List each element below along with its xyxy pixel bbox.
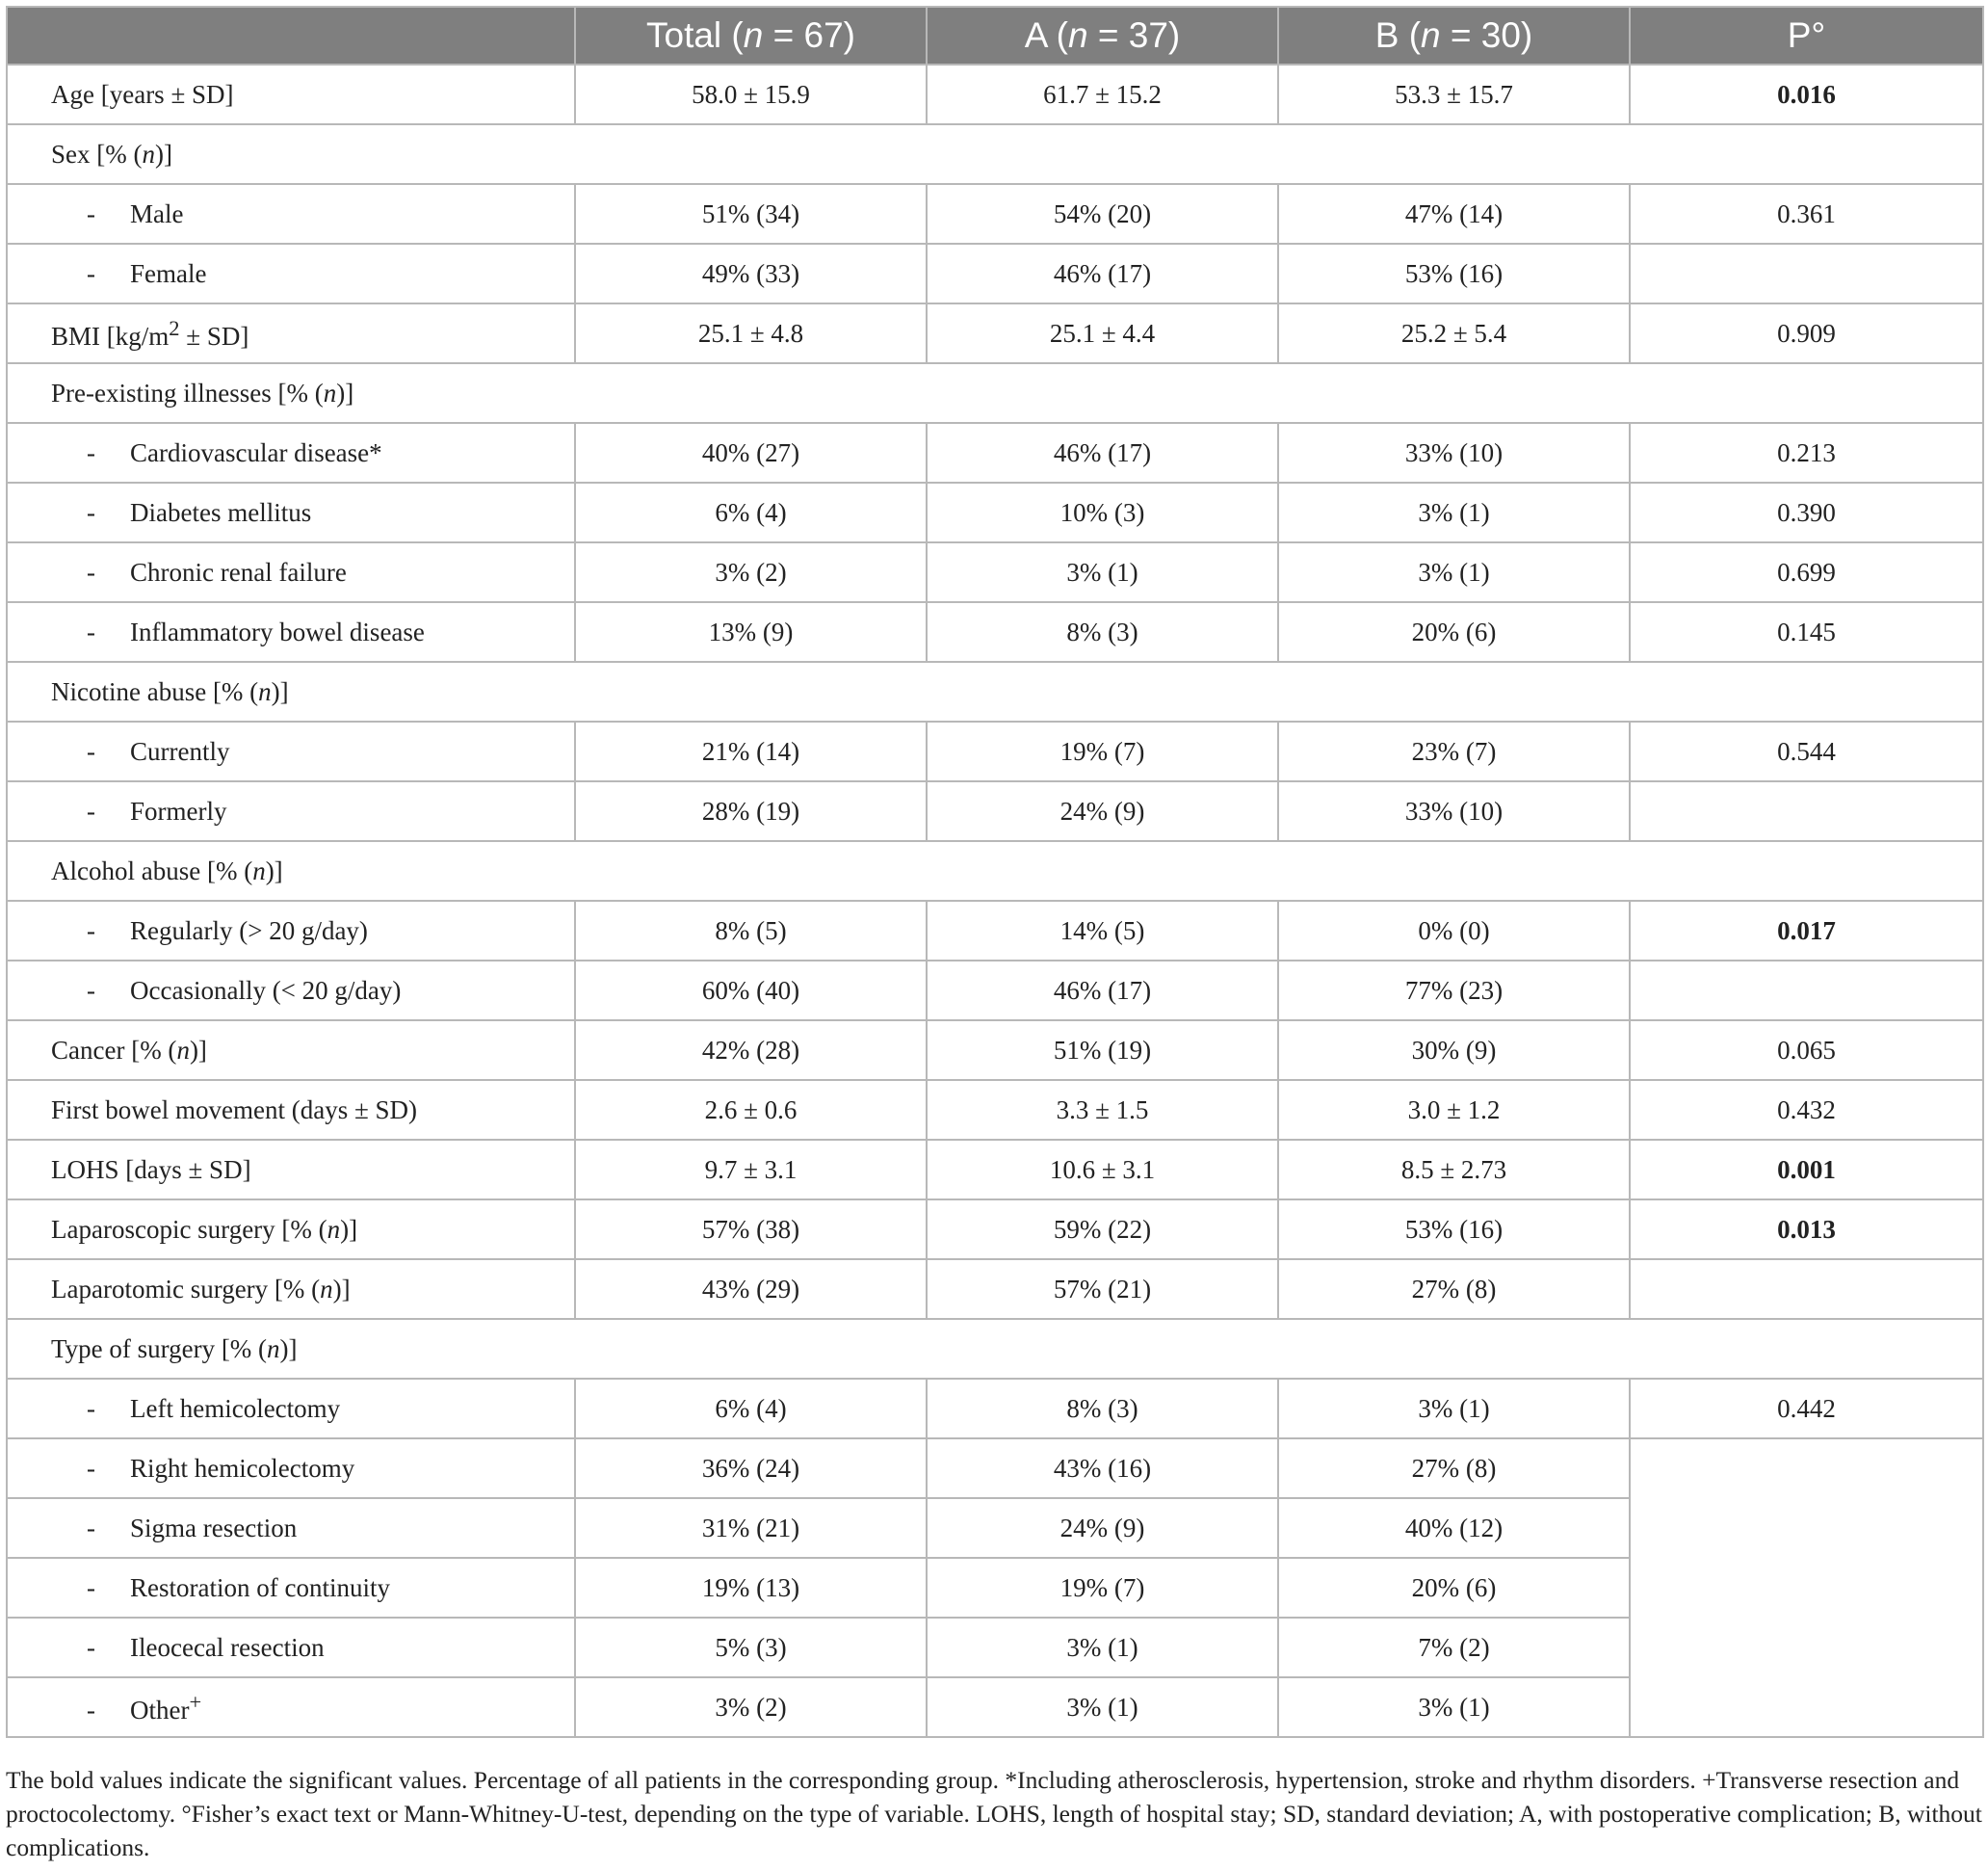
table-row — [7, 961, 1983, 1020]
cell-p: 0.432 — [1630, 1080, 1983, 1140]
cell-a: 3% (1) — [927, 1677, 1278, 1737]
table-row — [7, 1438, 1983, 1498]
cell-p: 0.065 — [1630, 1020, 1983, 1080]
table-container — [6, 6, 1982, 1738]
cell-b: 40% (12) — [1278, 1498, 1630, 1558]
cell-total: 43% (29) — [575, 1259, 927, 1319]
row-label: - Chronic renal failure — [7, 542, 575, 602]
cell-total: 28% (19) — [575, 781, 927, 841]
cell-a: 46% (17) — [927, 961, 1278, 1020]
header-total: Total (n = 67) — [575, 7, 927, 65]
cell-total: 6% (4) — [575, 483, 927, 542]
cell-b: 0% (0) — [1278, 901, 1630, 961]
cell-b: 3% (1) — [1278, 483, 1630, 542]
row-label: - Currently — [7, 722, 575, 781]
section-row — [7, 662, 1983, 722]
cell-a: 61.7 ± 15.2 — [927, 65, 1278, 124]
patient-characteristics-table — [6, 6, 1984, 1738]
row-label: Laparoscopic surgery [% (n)] — [7, 1199, 575, 1259]
header-p-value: P° — [1630, 7, 1983, 65]
cell-total: 25.1 ± 4.8 — [575, 303, 927, 363]
row-label: - Inflammatory bowel disease — [7, 602, 575, 662]
cell-a: 43% (16) — [927, 1438, 1278, 1498]
cell-p: 0.213 — [1630, 423, 1983, 483]
cell-a: 46% (17) — [927, 244, 1278, 303]
cell-total: 2.6 ± 0.6 — [575, 1080, 927, 1140]
cell-total: 36% (24) — [575, 1438, 927, 1498]
cell-total: 49% (33) — [575, 244, 927, 303]
cell-b: 7% (2) — [1278, 1618, 1630, 1677]
cell-p: 0.361 — [1630, 184, 1983, 244]
cell-p — [1630, 961, 1983, 1020]
section-label: Alcohol abuse [% (n)] — [7, 841, 1983, 901]
table-row — [7, 1140, 1983, 1199]
cell-a: 25.1 ± 4.4 — [927, 303, 1278, 363]
cell-a: 10.6 ± 3.1 — [927, 1140, 1278, 1199]
cell-a: 3.3 ± 1.5 — [927, 1080, 1278, 1140]
cell-p: 0.001 — [1630, 1140, 1983, 1199]
row-label: - Regularly (> 20 g/day) — [7, 901, 575, 961]
section-row — [7, 841, 1983, 901]
cell-p: 0.442 — [1630, 1379, 1983, 1438]
cell-a: 14% (5) — [927, 901, 1278, 961]
table-row — [7, 1259, 1983, 1319]
header-empty — [7, 7, 575, 65]
table-row — [7, 65, 1983, 124]
cell-p: 0.909 — [1630, 303, 1983, 363]
cell-total: 57% (38) — [575, 1199, 927, 1259]
row-label: - Left hemicolectomy — [7, 1379, 575, 1438]
table-row — [7, 303, 1983, 363]
row-label: - Diabetes mellitus — [7, 483, 575, 542]
cell-a: 57% (21) — [927, 1259, 1278, 1319]
table-row — [7, 722, 1983, 781]
cell-a: 10% (3) — [927, 483, 1278, 542]
table-row — [7, 781, 1983, 841]
table-row — [7, 1379, 1983, 1438]
cell-b: 33% (10) — [1278, 423, 1630, 483]
cell-b: 27% (8) — [1278, 1438, 1630, 1498]
table-row — [7, 1080, 1983, 1140]
row-label: - Formerly — [7, 781, 575, 841]
section-label: Sex [% (n)] — [7, 124, 1983, 184]
cell-b: 8.5 ± 2.73 — [1278, 1140, 1630, 1199]
row-label: - Ileocecal resection — [7, 1618, 575, 1677]
section-row — [7, 363, 1983, 423]
cell-b: 30% (9) — [1278, 1020, 1630, 1080]
header-group-b: B (n = 30) — [1278, 7, 1630, 65]
cell-p-merged — [1630, 1438, 1983, 1737]
cell-a: 54% (20) — [927, 184, 1278, 244]
row-label: Cancer [% (n)] — [7, 1020, 575, 1080]
cell-a: 19% (7) — [927, 1558, 1278, 1618]
cell-total: 5% (3) — [575, 1618, 927, 1677]
header-group-a: A (n = 37) — [927, 7, 1278, 65]
cell-p: 0.145 — [1630, 602, 1983, 662]
row-label: LOHS [days ± SD] — [7, 1140, 575, 1199]
cell-b: 3% (1) — [1278, 1677, 1630, 1737]
cell-b: 53.3 ± 15.7 — [1278, 65, 1630, 124]
cell-a: 24% (9) — [927, 781, 1278, 841]
cell-a: 19% (7) — [927, 722, 1278, 781]
cell-p: 0.017 — [1630, 901, 1983, 961]
section-row — [7, 1319, 1983, 1379]
table-row — [7, 184, 1983, 244]
cell-b: 77% (23) — [1278, 961, 1630, 1020]
row-label: - Other+ — [7, 1677, 575, 1737]
row-label: - Right hemicolectomy — [7, 1438, 575, 1498]
cell-b: 20% (6) — [1278, 1558, 1630, 1618]
cell-b: 53% (16) — [1278, 244, 1630, 303]
row-label: - Sigma resection — [7, 1498, 575, 1558]
cell-p — [1630, 1259, 1983, 1319]
row-label: - Female — [7, 244, 575, 303]
cell-b: 53% (16) — [1278, 1199, 1630, 1259]
section-label: Type of surgery [% (n)] — [7, 1319, 1983, 1379]
cell-a: 46% (17) — [927, 423, 1278, 483]
section-label: Nicotine abuse [% (n)] — [7, 662, 1983, 722]
cell-p — [1630, 244, 1983, 303]
cell-total: 13% (9) — [575, 602, 927, 662]
row-label: - Restoration of continuity — [7, 1558, 575, 1618]
cell-total: 6% (4) — [575, 1379, 927, 1438]
cell-a: 51% (19) — [927, 1020, 1278, 1080]
cell-a: 59% (22) — [927, 1199, 1278, 1259]
cell-total: 21% (14) — [575, 722, 927, 781]
table-row — [7, 602, 1983, 662]
section-row — [7, 124, 1983, 184]
cell-total: 58.0 ± 15.9 — [575, 65, 927, 124]
row-label: Laparotomic surgery [% (n)] — [7, 1259, 575, 1319]
cell-total: 40% (27) — [575, 423, 927, 483]
cell-total: 31% (21) — [575, 1498, 927, 1558]
cell-b: 3% (1) — [1278, 1379, 1630, 1438]
cell-p: 0.016 — [1630, 65, 1983, 124]
table-row — [7, 483, 1983, 542]
cell-p: 0.699 — [1630, 542, 1983, 602]
cell-b: 20% (6) — [1278, 602, 1630, 662]
cell-a: 24% (9) — [927, 1498, 1278, 1558]
header-row — [7, 7, 1983, 65]
table-row — [7, 1199, 1983, 1259]
cell-b: 27% (8) — [1278, 1259, 1630, 1319]
row-label: Age [years ± SD] — [7, 65, 575, 124]
cell-a: 3% (1) — [927, 1618, 1278, 1677]
cell-total: 51% (34) — [575, 184, 927, 244]
cell-b: 47% (14) — [1278, 184, 1630, 244]
row-label: First bowel movement (days ± SD) — [7, 1080, 575, 1140]
cell-p: 0.013 — [1630, 1199, 1983, 1259]
cell-b: 3.0 ± 1.2 — [1278, 1080, 1630, 1140]
table-row — [7, 542, 1983, 602]
row-label: - Male — [7, 184, 575, 244]
cell-total: 3% (2) — [575, 542, 927, 602]
table-row — [7, 1020, 1983, 1080]
cell-a: 8% (3) — [927, 1379, 1278, 1438]
table-row — [7, 244, 1983, 303]
cell-total: 60% (40) — [575, 961, 927, 1020]
cell-total: 3% (2) — [575, 1677, 927, 1737]
row-label: - Occasionally (< 20 g/day) — [7, 961, 575, 1020]
cell-a: 8% (3) — [927, 602, 1278, 662]
cell-b: 33% (10) — [1278, 781, 1630, 841]
table-row — [7, 423, 1983, 483]
row-label: BMI $[kg/m^2 \pm SD]$ — [7, 303, 575, 363]
cell-total: 8% (5) — [575, 901, 927, 961]
cell-b: 3% (1) — [1278, 542, 1630, 602]
row-label: - Cardiovascular disease* — [7, 423, 575, 483]
cell-p: 0.544 — [1630, 722, 1983, 781]
cell-total: 19% (13) — [575, 1558, 927, 1618]
cell-b: 23% (7) — [1278, 722, 1630, 781]
cell-a: 3% (1) — [927, 542, 1278, 602]
cell-total: 42% (28) — [575, 1020, 927, 1080]
section-label: Pre-existing illnesses [% (n)] — [7, 363, 1983, 423]
table-footnote: The bold values indicate the significant values. Percentage of all patients in the corresponding group. *Including atherosclerosis, hypertension, stroke and rhythm disorders. +Transverse resection and proctocolectomy. °Fisher’s exact text or Mann-Whitney-U-test, depending on the type of variable. LOHS, length of hospital stay; SD, standard deviation; A, with postoperative complication; B, without complications. — [6, 1766, 1982, 1861]
cell-b: 25.2 ± 5.4 — [1278, 303, 1630, 363]
cell-p: 0.390 — [1630, 483, 1983, 542]
cell-total: 9.7 ± 3.1 — [575, 1140, 927, 1199]
cell-p — [1630, 781, 1983, 841]
table-row — [7, 901, 1983, 961]
